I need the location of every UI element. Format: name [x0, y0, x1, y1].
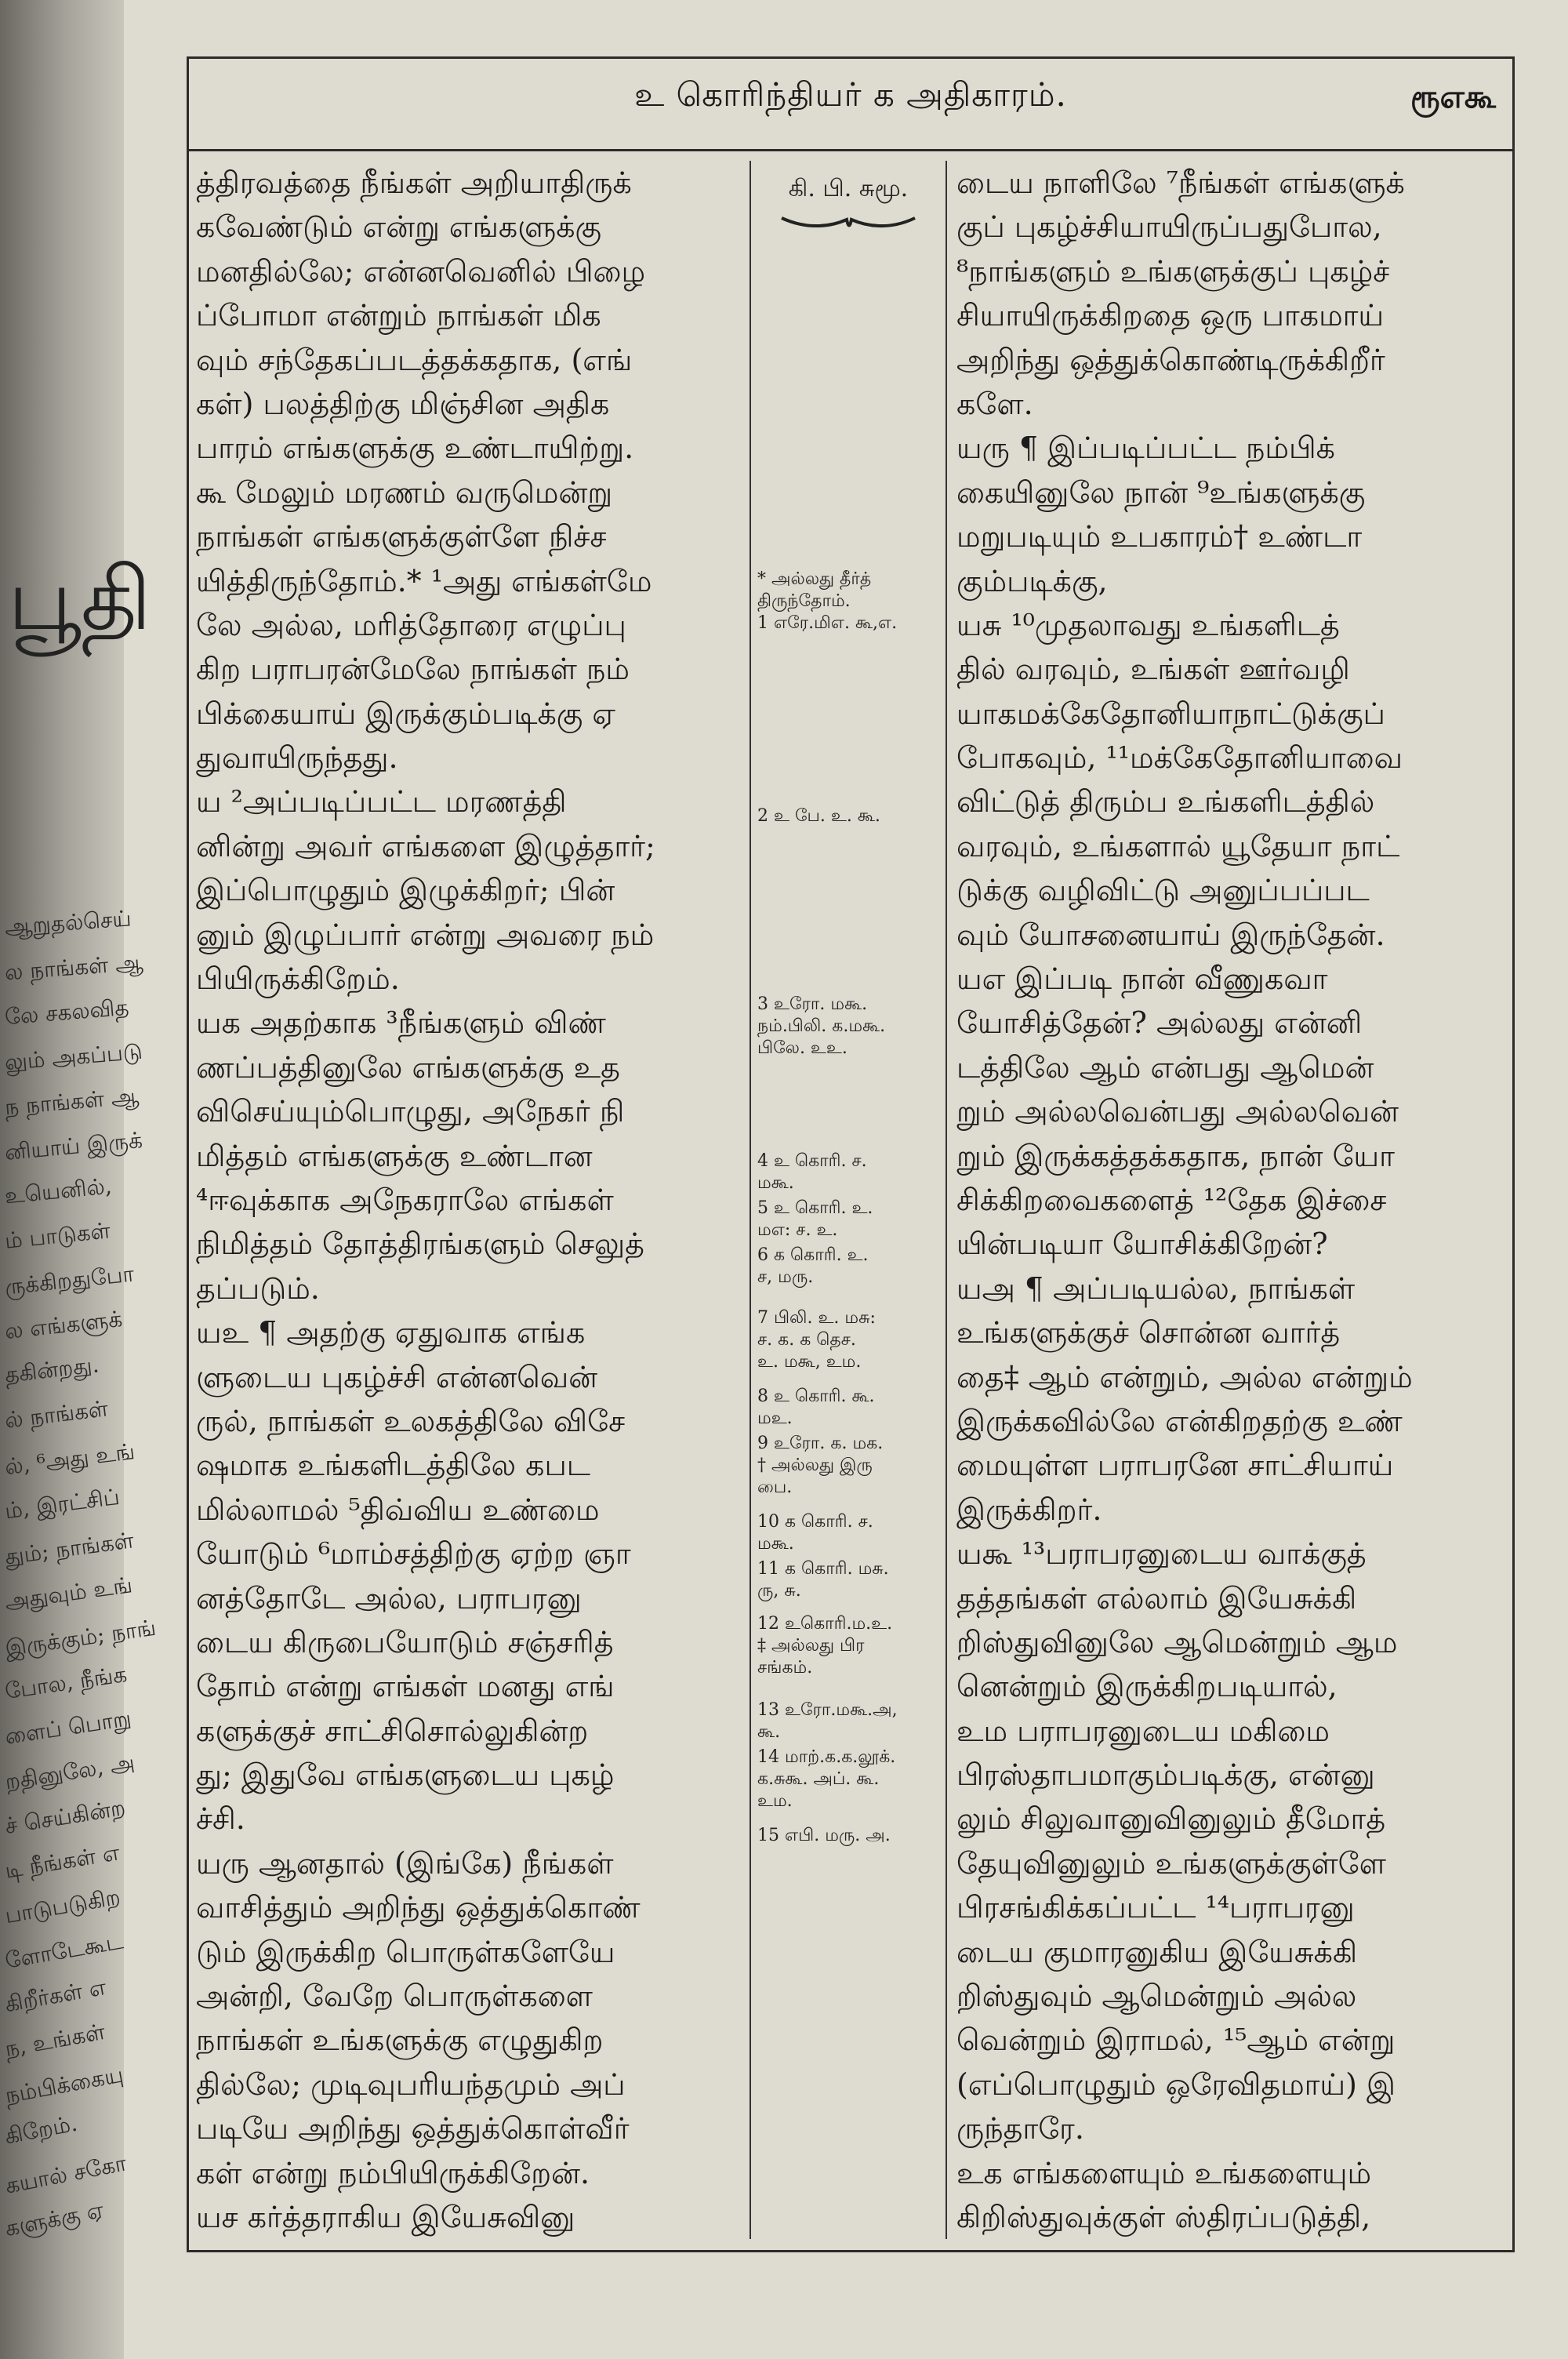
facing-page-line: டி நீங்கள் எ	[2, 1839, 122, 1884]
right_column-line: போகவும், ¹¹மக்கேதோனியாவை	[956, 740, 1403, 776]
margin-note: 2 உ பே. உ. கூ.	[757, 806, 880, 826]
facing-page-line: உயெனில்,	[3, 1172, 113, 1209]
facing-page-line: ம் பாடுகள்	[3, 1217, 112, 1254]
right_column-line: பிரசங்கிக்கப்பட்ட ¹⁴பராபரனு	[956, 1890, 1355, 1925]
header-rule	[187, 149, 1515, 151]
left_column-line: விசெய்யும்பொழுது, அநேகர் நி	[196, 1094, 625, 1129]
right_column-line: றும் இருக்கத்தக்கதாக, நான் யோ	[956, 1138, 1395, 1173]
left_column-line: கூ மேலும் மரணம் வருமென்று	[196, 474, 613, 510]
left_column-line: ⁴ஈவுக்காக அநேகராலே எங்கள்	[196, 1182, 614, 1217]
facing-page-line: இருக்கும்; நாங்	[3, 1614, 158, 1662]
facing-page-line: றதினுலே, அ	[3, 1749, 136, 1795]
right_column-line: தில் வரவும், உங்கள் ஊர்வழி	[956, 652, 1350, 687]
margin-note: * அல்லது தீர்த் திருந்தோம். 1 எரே.மிஎ. கூ,எ.	[757, 569, 898, 633]
marginal-references	[757, 161, 939, 1845]
left_column-line: கள் என்று நம்பியிருக்கிறேன்.	[196, 2155, 590, 2190]
right_column-line: லும் சிலுவானுவினுலும் தீமோத்	[956, 1801, 1386, 1837]
facing-page-line: கிறீர்கள் எ	[2, 1973, 109, 2018]
left_column-line: ச்சி.	[196, 1801, 245, 1837]
right_column-line: ⁸நாங்களும் உங்களுக்குப் புகழ்ச்	[956, 253, 1390, 289]
right_column-line: வும் யோசனையாய் இருந்தேன்.	[956, 917, 1385, 952]
right_column-line: யாகமக்கேதோனியாநாட்டுக்குப்	[956, 696, 1385, 731]
right_column-line: றும் அல்லவென்பது அல்லவென்	[956, 1094, 1399, 1129]
left_column-line: ஷமாக உங்களிடத்திலே கபட	[196, 1448, 590, 1483]
left_column-line: னத்தோடே அல்ல, பராபரனு	[196, 1580, 582, 1616]
facing-page-line: தும்; நாங்கள்	[3, 1527, 136, 1570]
left_column-line: பாரம் எங்களுக்கு உண்டாயிற்று.	[196, 431, 634, 466]
right_column-line: டுக்கு வழிவிட்டு அனுப்பப்பட	[956, 873, 1370, 908]
right_column-line: தேயுவினுலும் உங்களுக்குள்ளே	[956, 1845, 1386, 1881]
right_column-line: சியாயிருக்கிறதை ஒரு பாகமாய்	[956, 298, 1385, 333]
left_column-line: நாங்கள் எங்களுக்குள்ளே நிச்ச	[196, 519, 607, 554]
right_column-line: யோசித்தேன்? அல்லது என்னி	[956, 1005, 1363, 1041]
left_column-line: கிற பராபரன்மேலே நாங்கள் நம்	[196, 652, 630, 687]
left_column-line: படியே அறிந்து ஒத்துக்கொள்வீர்	[196, 2111, 630, 2146]
running-title: உ கொரிந்தியர் க அதிகாரம்.	[634, 75, 1067, 114]
column-rule-left	[750, 161, 751, 2239]
right_column-line: மறுபடியும் உபகாரம்† உண்டா	[956, 519, 1363, 554]
facing-page-line: ல், ⁶அது உங்	[3, 1438, 136, 1481]
right_column-line: றிஸ்துவும் ஆமென்றும் அல்ல	[956, 1979, 1357, 2014]
left_column-line: கள்) பலத்திற்கு மிஞ்சின அதிக	[196, 386, 610, 421]
right_column-line: யஅ ¶ அப்படியல்ல, நாங்கள்	[956, 1270, 1356, 1306]
facing-page-line: ருக்கிறதுபோ	[3, 1260, 136, 1300]
left_column-line: டும் இருக்கிற பொருள்களேயே	[196, 1934, 615, 1969]
left_column-line: ளுடைய புகழ்ச்சி என்னவென்	[196, 1359, 598, 1394]
facing-page-line: கிறேம்.	[2, 2110, 80, 2150]
right_column-line: கையினுலே நான் ⁹உங்களுக்கு	[956, 474, 1366, 510]
right_column-line: னென்றும் இருக்கிறபடியால்,	[956, 1669, 1338, 1704]
left_column-line: ணப்பத்தினுலே எங்களுக்கு உத	[196, 1049, 620, 1085]
margin-note: 13 உரோ.மகூ.அ, கூ.	[757, 1700, 898, 1742]
margin-note: 3 உரோ. மகூ. நம்.பிலி. க.மகூ. பிலே. உஉ.	[757, 994, 886, 1058]
right_column-line: தத்தங்கள் எல்லாம் இயேசுக்கி	[956, 1580, 1357, 1616]
right_column-line: விட்டுத் திரும்ப உங்களிடத்தில்	[956, 784, 1375, 820]
left_column-line: கவேண்டும் என்று எங்களுக்கு	[196, 209, 602, 245]
page-number: ரூஎகூ	[1410, 78, 1496, 115]
left_column-line: யக அதற்காக ³நீங்களும் விண்	[196, 1005, 606, 1041]
facing-page-line: லே சகலவித	[3, 994, 130, 1030]
left_column-line: தோம் என்று எங்கள் மனது எங்	[196, 1669, 615, 1704]
left_column-line: வாசித்தும் அறிந்து ஒத்துக்கொண்	[196, 1890, 641, 1925]
left_column-line: னின்று அவர் எங்களை இழுத்தார்;	[196, 828, 655, 863]
left_column-line: மித்தம் எங்களுக்கு உண்டான	[196, 1138, 593, 1173]
right_column-line: இருக்கவில்லே என்கிறதற்கு உண்	[956, 1403, 1403, 1438]
right_column-line: கும்படிக்கு,	[956, 563, 1108, 598]
margin-note: 6 க கொரி. உ. ச, மரு.	[757, 1245, 869, 1287]
right_column-line: சிக்கிறவைகளைத் ¹²தேக இச்சை	[956, 1182, 1387, 1217]
margin-note: 4 உ கொரி. ச. மகூ.	[757, 1151, 867, 1193]
left_column-line: ருல், நாங்கள் உலகத்திலே விசே	[196, 1403, 626, 1438]
left_column-line: யச கர்த்தராகிய இயேசுவினு	[196, 2199, 575, 2234]
facing-page-line: போல, நீங்க	[3, 1660, 129, 1705]
right_column-line: வரவும், உங்களால் யூதேயா நாட்	[956, 828, 1400, 863]
column-rule-right	[946, 161, 947, 2239]
left_column-line: யஉ ¶ அதற்கு ஏதுவாக எங்க	[196, 1315, 586, 1350]
left_column-line: யோடும் ⁶மாம்சத்திற்கு ஏற்ற ஞா	[196, 1536, 631, 1572]
margin-note: 12 உகொரி.ம.உ. ‡ அல்லது பிர சங்கம்.	[757, 1614, 893, 1677]
facing-page-line: ந, உங்கள்	[2, 2018, 107, 2063]
facing-page-line: ளைப் பொறு	[3, 1705, 133, 1750]
margin-note: 11 க கொரி. மசு. ரு, சு.	[757, 1559, 889, 1601]
left_column-line: யித்திருந்தோம்.* ¹அது எங்கள்மே	[196, 563, 652, 598]
left_column-line: ய ²அப்படிப்பட்ட மரணத்தி	[196, 784, 567, 820]
facing-page-line: ந நாங்கள் ஆ	[3, 1082, 140, 1121]
facing-page-line: ளோடேகூட	[2, 1928, 125, 1974]
right_column-line: பிரஸ்தாபமாகும்படிக்கு, என்னு	[956, 1757, 1375, 1793]
left_column-line: களுக்குச் சாட்சிசொல்லுகின்ற	[196, 1713, 589, 1748]
left_column-line: ப்போமா என்றும் நாங்கள் மிக	[196, 298, 601, 333]
left_column-line: அன்றி, வேறே பொருள்களை	[196, 1979, 593, 2014]
right_column-line: யகூ ¹³பராபரனுடைய வாக்குத்	[956, 1536, 1367, 1572]
right_column-line: யஎ இப்படி நான் வீணுகவா	[956, 961, 1328, 997]
left_column-line: யரு ஆனதால் (இங்கே) நீங்கள்	[196, 1845, 614, 1881]
margin-note: 14 மாற்.க.க.லூக். க.சுகூ. அப். கூ. உம.	[757, 1747, 896, 1811]
right_column-line: யரு ¶ இப்படிப்பட்ட நம்பிக்	[956, 431, 1335, 466]
left_column-line: இப்பொழுதும் இழுக்கிறர்; பின்	[196, 873, 615, 908]
left_column-line: தில்லே; முடிவுபரியந்தமும் அப்	[196, 2066, 626, 2102]
right_column-line: யசு ¹⁰முதலாவது உங்களிடத்	[956, 607, 1340, 642]
left_column-line: துவாயிருந்தது.	[196, 740, 398, 776]
facing-page-line: அதுவும் உங்	[3, 1572, 134, 1615]
left_column-line: தப்படும்.	[196, 1270, 320, 1306]
right_column-line: இருக்கிறர்.	[956, 1492, 1102, 1527]
facing-page-line: லும் அகப்படு	[3, 1038, 143, 1076]
facing-page-line: ஆறுதல்செய்	[3, 905, 132, 940]
left_column-line: நாங்கள் உங்களுக்கு எழுதுகிற	[196, 2023, 604, 2058]
facing-page-line: ம், இரட்சிப்	[3, 1483, 122, 1525]
right_column-line: றிஸ்துவினுலே ஆமென்றும் ஆம	[956, 1624, 1398, 1659]
left_column-line: மில்லாமல் ⁵திவ்விய உண்மை	[196, 1492, 600, 1527]
right_column-line: (எப்பொழுதும் ஒரேவிதமாய்) இ	[956, 2066, 1396, 2102]
margin-note: 15 எபி. மரு. அ.	[757, 1826, 891, 1845]
left_column-line: த்திரவத்தை நீங்கள் அறியாதிருக்	[196, 165, 632, 200]
facing-page-heading-glyph: பூதி	[8, 549, 152, 649]
left_column-line: பியிருக்கிறேம்.	[196, 961, 400, 997]
margin-note: 8 உ கொரி. கூ. மஉ.	[757, 1387, 875, 1428]
right_column-line: யின்படியா யோசிக்கிறேன்?	[956, 1227, 1328, 1262]
right_column-line: உக எங்களையும் உங்களையும்	[956, 2155, 1372, 2190]
right_column-line: தை‡ ஆம் என்றும், அல்ல என்றும்	[956, 1359, 1413, 1394]
margin-heading: கி. பி. சுமூ.	[788, 175, 909, 202]
right_column-line: டைய குமாரனுகிய இயேசுக்கி	[956, 1934, 1358, 1969]
facing-page-line: னியாய் இருக்	[3, 1127, 144, 1165]
facing-page-line: கயால் சகோ	[2, 2150, 129, 2199]
right_column-line: களே.	[956, 386, 1033, 421]
facing-page-line: பாடுபடுகிற	[2, 1884, 122, 1929]
right_column-line: குப் புகழ்ச்சியாயிருப்பதுபோல,	[956, 209, 1382, 245]
right_column-line: உங்களுக்குச் சொன்ன வார்த்	[956, 1315, 1341, 1350]
facing-page-line: ல் நாங்கள்	[3, 1395, 110, 1434]
facing-page-line: தகின்றது.	[3, 1351, 100, 1388]
margin-note: 10 க கொரி. ச. மகூ.	[757, 1512, 873, 1554]
facing-page-fragment	[0, 0, 158, 2359]
left_column-line: லே அல்ல, மரித்தோரை எழுப்பு	[196, 607, 626, 642]
facing-page-line: நம்பிக்கையு	[2, 2061, 125, 2109]
right_column-line: அறிந்து ஒத்துக்கொண்டிருக்கிறீர்	[956, 342, 1385, 377]
facing-page-line: களுக்கு ஏ	[2, 2196, 106, 2242]
right_column-line: மையுள்ள பராபரனே சாட்சியாய்	[956, 1448, 1394, 1483]
left_column-line: மனதில்லே; என்னவெனில் பிழை	[196, 253, 646, 289]
facing-page-line: ல எங்களுக்	[3, 1305, 124, 1345]
margin-note: 5 உ கொரி. உ. மஎ: ச. உ.	[757, 1198, 873, 1240]
right_column-line: கிறிஸ்துவுக்குள் ஸ்திரப்படுத்தி,	[956, 2199, 1371, 2234]
right_column-line: ருந்தாரே.	[956, 2111, 1084, 2146]
ornament-swash	[778, 209, 919, 232]
facing-page-line: ச் செய்கின்ற	[3, 1794, 128, 1839]
right_column-line: உம பராபரனுடைய மகிமை	[956, 1713, 1330, 1748]
right_column-line: டத்திலே ஆம் என்பது ஆமென்	[956, 1049, 1374, 1085]
right-text-column	[956, 161, 1505, 2239]
right_column-line: வென்றும் இராமல், ¹⁵ஆம் என்று	[956, 2023, 1396, 2058]
left_column-line: பிக்கையாய் இருக்கும்படிக்கு ஏ	[196, 696, 615, 731]
facing-page-line: ல நாங்கள் ஆ	[3, 949, 144, 986]
left_column-line: நிமித்தம் தோத்திரங்களும் செலுத்	[196, 1227, 644, 1262]
left-text-column	[196, 161, 737, 2239]
margin-note: 7 பிலி. உ. மசு: ச. க. க தெச. உ. மகூ, உம.	[757, 1308, 876, 1372]
left_column-line: து; இதுவே எங்களுடைய புகழ்	[196, 1757, 615, 1793]
left_column-line: னும் இழுப்பார் என்று அவரை நம்	[196, 917, 655, 952]
left_column-line: வும் சந்தேகப்படத்தக்கதாக, (எங்	[196, 342, 633, 377]
left_column-line: டைய கிருபையோடும் சஞ்சரித்	[196, 1624, 614, 1659]
margin-note: 9 உரோ. க. மக. † அல்லது இரு பை.	[757, 1434, 884, 1497]
right_column-line: டைய நாளிலே ⁷நீங்கள் எங்களுக்	[956, 165, 1405, 200]
